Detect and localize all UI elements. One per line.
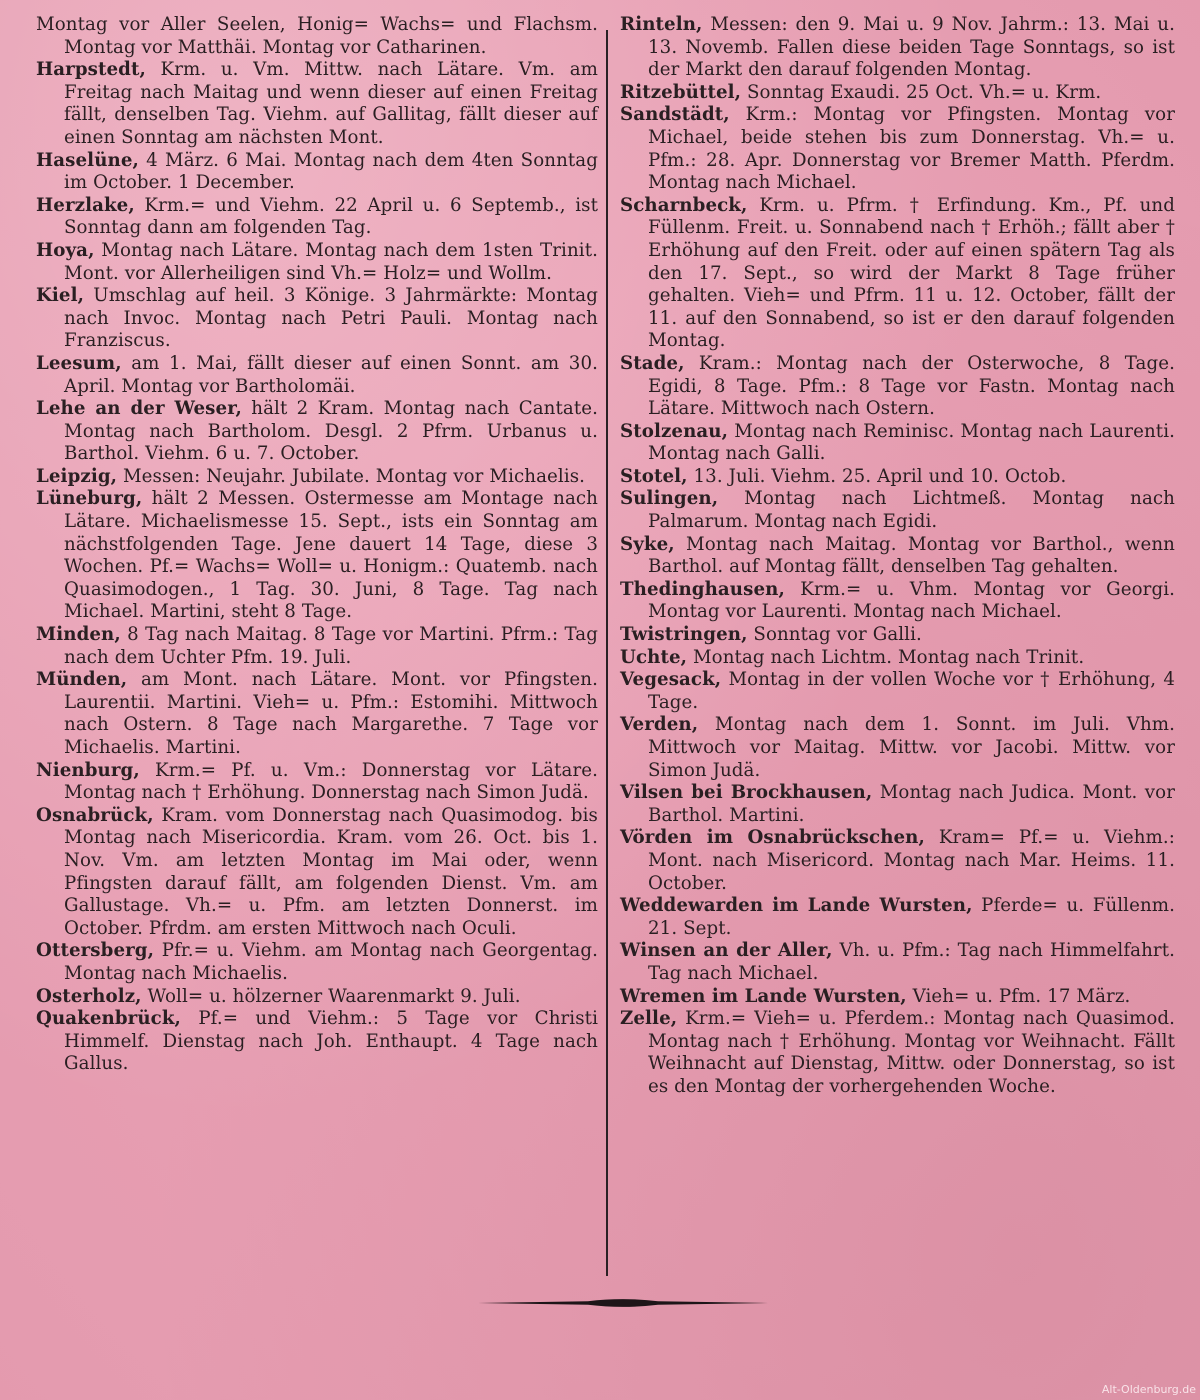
market-entry (620, 534, 1175, 579)
market-entry (620, 1008, 1175, 1098)
market-entry (620, 714, 1175, 782)
entry-place: Hoya, (36, 239, 95, 261)
market-entry (620, 895, 1175, 940)
entry-text: Vh. u. Pfm.: Tag nach Himmelfahrt. Tag nach Michael. (648, 940, 1175, 984)
entry-place: Vegesack, (620, 669, 722, 691)
entry-text: Krm.= Pf. u. Vm.: Donnerstag vor Lätare. Montag nach † Erhöhung. Donnerstag nach Simon Judä. (64, 759, 598, 804)
entry-text: Krm. u. Vm. Mittw. nach Lätare. Vm. am Freitag nach Maitag und wenn dieser auf einen Freitag fällt, denselben Tag. Viehm. auf Gallitag, fällt dieser auf einen Sonntag am nächsten Mont. (64, 59, 598, 148)
entry-text: Montag nach Maitag. Montag vor Barthol., wenn Barthol. auf Montag fällt, denselben Tag gehalten. (648, 533, 1175, 578)
entry-text: 13. Juli. Viehm. 25. April und 10. Octob. (687, 465, 1067, 487)
entry-place: Münden, (36, 669, 128, 691)
entry-text: Montag in der vollen Woche vor † Erhöhung, 4 Tage. (648, 669, 1175, 713)
entry-place: Wremen im Lande Wursten, (620, 985, 907, 1007)
entry-text: Pfr.= u. Viehm. am Montag nach Georgentag. Montag nach Michaelis. (64, 940, 598, 984)
market-entry (36, 466, 598, 489)
market-entry (36, 488, 598, 624)
right-column (620, 14, 1175, 1099)
ornamental-rule (478, 1297, 768, 1309)
entry-place: Vilsen bei Brockhausen, (620, 782, 873, 804)
entry-text: Montag nach Judica. Mont. vor Barthol. Martini. (648, 782, 1176, 826)
market-entry (36, 986, 598, 1009)
entry-place: Quakenbrück, (36, 1008, 181, 1030)
entry-place: Uchte, (620, 646, 688, 668)
market-entry (620, 466, 1175, 489)
market-entry (620, 195, 1175, 353)
market-entry (36, 669, 598, 759)
entry-text: Montag nach Lichtm. Montag nach Trinit. (687, 646, 1085, 668)
entry-place: Leesum, (36, 352, 122, 374)
entry-text: Messen: Neujahr. Jubilate. Montag vor Michaelis. (117, 465, 586, 487)
market-entry (36, 398, 598, 466)
market-entry (620, 488, 1175, 533)
entry-text: Montag nach Lichtmeß. Montag nach Palmarum. Montag nach Egidi. (648, 488, 1175, 533)
market-entry (620, 579, 1175, 624)
entry-text: Krm.= und Viehm. 22 April u. 6 Septemb., ist Sonntag dann am folgenden Tag. (64, 194, 598, 239)
entry-place: Osterholz, (36, 985, 142, 1007)
entry-place: Haselüne, (36, 149, 139, 171)
entry-text: Pf.= und Viehm.: 5 Tage vor Christi Himmelf. Dienstag nach Joh. Enthaupt. 4 Tage nach Gallus. (64, 1008, 598, 1075)
entry-place: Syke, (620, 533, 675, 555)
entry-place: Verden, (620, 714, 699, 736)
entry-text: am Mont. nach Lätare. Mont. vor Pfingsten. Laurentii. Martini. Vieh= u. Pfm.: Estomihi. Mittwoch nach Ostern. 8 Tage nach Margarethe. 7 Tage vor Michaelis. Martini. (64, 669, 598, 758)
watermark: Alt-Oldenburg.de (1101, 1383, 1196, 1396)
entry-place: Sulingen, (620, 488, 719, 510)
entry-place: Minden, (36, 624, 121, 646)
entry-text: Kram.: Montag nach der Osterwoche, 8 Tage. Egidi, 8 Tage. Pfm.: 8 Tage vor Fastn. Montag nach Lätare. Mittwoch nach Ostern. (648, 352, 1175, 420)
market-entry (36, 940, 598, 985)
entry-text: Montag nach Lätare. Montag nach dem 1sten Trinit. Mont. vor Allerheiligen sind Vh.= Holz= und Wollm. (64, 239, 598, 284)
entry-place: Harpstedt, (36, 59, 146, 81)
market-entry (620, 827, 1175, 895)
entry-text: Montag nach dem 1. Sonnt. im Juli. Vhm. Mittwoch vor Maitag. Mittw. vor Jacobi. Mittw. vor Simon Judä. (648, 714, 1175, 781)
entry-text: Krm.= u. Vhm. Montag vor Georgi. Montag vor Laurenti. Montag nach Michael. (648, 578, 1175, 623)
entry-text: Kram= Pf.= u. Viehm.: Mont. nach Misericord. Montag nach Mar. Heims. 11. October. (648, 827, 1175, 894)
market-entry (620, 104, 1175, 194)
entry-place: Herzlake, (36, 194, 135, 216)
market-entry (620, 14, 1175, 82)
market-entry (36, 14, 598, 59)
entry-place: Kiel, (36, 285, 85, 307)
market-entry (36, 353, 598, 398)
entry-place: Winsen an der Aller, (620, 940, 833, 962)
market-entry (620, 669, 1175, 714)
entry-text: Vieh= u. Pfm. 17 März. (906, 985, 1131, 1007)
column-divider (606, 30, 608, 1276)
market-entry (36, 195, 598, 240)
entry-text: Krm. u. Pfrm. † Erfindung. Km., Pf. und Füllenm. Freit. u. Sonnabend nach † Erhöh.; fällt aber † Erhöhung auf den Freit. oder auf einen spätern Tag als den 17. Sept., so wird der Markt 8 Tage früher gehalten. Vieh= und Pfrm. 11 u. 12. October, fällt der 11. auf den Sonnabend, so ist er den darauf folgenden Montag. (648, 194, 1175, 352)
entry-text: hält 2 Kram. Montag nach Cantate. Montag nach Bartholom. Desgl. 2 Pfrm. Urbanus u. Barthol. Viehm. 6 u. 7. October. (64, 398, 598, 465)
entry-text: Sonntag vor Galli. (747, 624, 922, 646)
market-entry (620, 986, 1175, 1009)
market-entry (620, 782, 1175, 827)
market-entry (620, 353, 1175, 421)
entry-place: Sandstädt, (620, 104, 730, 126)
market-entry (36, 59, 598, 149)
market-entry (36, 805, 598, 941)
market-entry (620, 82, 1175, 105)
entry-place: Thedinghausen, (620, 578, 785, 600)
entry-place: Weddewarden im Lande Wursten, (620, 895, 973, 917)
market-entry (36, 285, 598, 353)
entry-text: am 1. Mai, fällt dieser auf einen Sonnt. am 30. April. Montag vor Bartholomäi. (64, 352, 598, 397)
entry-text: 8 Tag nach Maitag. 8 Tage vor Martini. Pfrm.: Tag nach dem Uchter Pfm. 19. Juli. (64, 624, 598, 668)
market-entry (620, 624, 1175, 647)
entry-place: Twistringen, (620, 624, 748, 646)
entry-text: Montag vor Aller Seelen, Honig= Wachs= und Flachsm. Montag vor Matthäi. Montag vor Catharinen. (36, 14, 598, 58)
entry-text: Montag nach Reminisc. Montag nach Laurenti. Montag nach Galli. (648, 420, 1175, 465)
entry-place: Scharnbeck, (620, 194, 748, 216)
market-entry (620, 940, 1175, 985)
market-entry (620, 647, 1175, 670)
entry-place: Vörden im Osnabrückschen, (620, 827, 925, 849)
entry-place: Lehe an der Weser, (36, 398, 242, 420)
market-entry (36, 760, 598, 805)
entry-text: 4 März. 6 Mai. Montag nach dem 4ten Sonntag im October. 1 December. (64, 149, 598, 194)
entry-place: Stotel, (620, 465, 688, 487)
market-entry (36, 624, 598, 669)
entry-place: Ritzebüttel, (620, 81, 742, 103)
market-entry (36, 240, 598, 285)
entry-place: Ottersberg, (36, 940, 155, 962)
entry-place: Zelle, (620, 1008, 678, 1030)
entry-place: Stolzenau, (620, 420, 729, 442)
market-entry (36, 150, 598, 195)
entry-place: Lüneburg, (36, 488, 143, 510)
entry-text: Sonntag Exaudi. 25 Oct. Vh.= u. Krm. (741, 81, 1102, 103)
entry-place: Osnabrück, (36, 804, 154, 826)
entry-text: Kram. vom Donnerstag nach Quasimodog. bis Montag nach Misericordia. Kram. vom 26. Oct. bis 1. Nov. Vm. am letzten Montag im Mai oder, wenn Pfingsten darauf fällt, am folgenden Dienst. Vm. am Gallustage. Vh.= u. Pfm. am letzten Donnerst. im October. Pfrdm. am ersten Mittwoch nach Oculi. (64, 804, 598, 939)
entry-text: Krm.: Montag vor Pfingsten. Montag vor Michael, beide stehen bis zum Donnerstag. Vh.= u. Pfm.: 28. Apr. Donnerstag vor Bremer Matth. Pferdm. Montag nach Michael. (648, 104, 1175, 194)
entry-text: Umschlag auf heil. 3 Könige. 3 Jahrmärkte: Montag nach Invoc. Montag nach Petri Pauli. Montag nach Franziscus. (64, 285, 598, 352)
entry-text: Krm.= Vieh= u. Pferdem.: Montag nach Quasimod. Montag nach † Erhöhung. Montag vor Weihnacht. Fällt Weihnacht auf Dienstag, Mittw. oder Donnerstag, so ist es den Montag der vorhergehenden Woche. (648, 1008, 1175, 1097)
left-column (36, 14, 598, 1076)
entry-place: Rinteln, (620, 14, 703, 35)
entry-place: Nienburg, (36, 759, 140, 781)
market-entry (36, 1008, 598, 1076)
entry-text: hält 2 Messen. Ostermesse am Montage nach Lätare. Michaelismesse 15. Sept., ists ein Sonntag am nächstfolgenden Tage. Jene dauert 14 Tage, diese 3 Wochen. Pf.= Wachs= Woll= u. Honigm.: Quatemb. nach Quasimodogen., 1 Tag. 30. Juni, 8 Tage. Tag nach Michael. Martini, steht 8 Tage. (64, 488, 598, 623)
entry-text: Pferde= u. Füllenm. 21. Sept. (648, 895, 1175, 939)
market-entry (620, 421, 1175, 466)
entry-place: Stade, (620, 352, 685, 374)
entry-text: Messen: den 9. Mai u. 9 Nov. Jahrm.: 13. Mai u. 13. Novemb. Fallen diese beiden Tage Sonntags, so ist der Markt den darauf folgenden Montag. (648, 14, 1175, 81)
entry-text: Woll= u. hölzerner Waarenmarkt 9. Juli. (141, 985, 521, 1007)
entry-place: Leipzig, (36, 465, 118, 487)
